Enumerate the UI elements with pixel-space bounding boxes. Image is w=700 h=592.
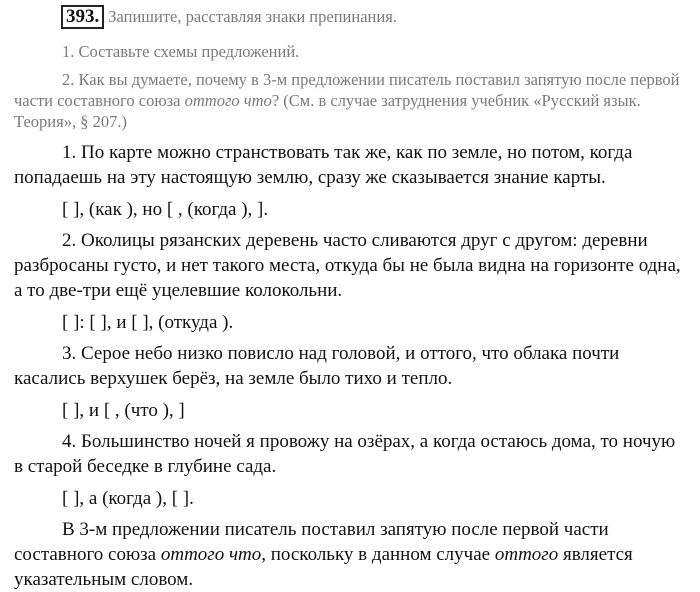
scheme-3: [ ], и [ , (что ), ] (62, 400, 185, 421)
scheme-4: [ ], а (когда ), [ ]. (62, 488, 194, 509)
question-1: 1. Составьте схемы предложений. (62, 42, 300, 61)
scheme-1: [ ], (как ), но [ , (когда ), ]. (62, 199, 269, 220)
scheme-2: [ ]: [ ], и [ ], (откуда ). (62, 312, 234, 333)
answer-text-a: В 3-м предложении писатель поставил запятую после первой части составного союза (14, 519, 609, 565)
question-2-conjunction: оттого что (184, 91, 272, 110)
exercise-number: 393. (61, 5, 104, 29)
task-header (14, 5, 686, 29)
exercise-page (14, 5, 686, 592)
answer-text-c: является указательным словом. (14, 544, 633, 590)
answer-pointer-word: оттого (494, 544, 559, 565)
task-instruction: Запишите, расставляя знаки препинания. (108, 7, 397, 26)
answer-paragraph (14, 517, 686, 592)
question-2 (14, 69, 686, 132)
sentence-3: 3. Серое небо низко повисло над головой, и оттого, что облака почти касались верхушек берёз, на земле было тихо и тепло. (14, 343, 620, 389)
sentence-4: 4. Большинство ночей я провожу на озёрах, а когда остаюсь дома, то ночую в старой беседке в глубине сада. (14, 431, 676, 477)
sentence-2: 2. Околицы рязанских деревень часто сливаются друг с другом: деревни разбросаны густо, и нет такого места, откуда бы не была видна на горизонте одна, а то две-три ещё уцелевшие колокольни. (14, 230, 681, 301)
question-2-text: 2. Как вы думаете, почему в 3-м предложении писатель поставил запятую после первой части составного союза (14, 70, 680, 110)
answer-conjunction: оттого что (160, 544, 262, 565)
question-2-reference: ? (См. в случае затруднения учебник «Русский язык. Теория», § 207.) (14, 91, 641, 131)
answer-text-b: , поскольку в данном случае (261, 544, 495, 565)
sentence-1: 1. По карте можно странствовать так же, как по земле, но потом, когда попадаешь на эту настоящую землю, сразу же сказывается знание карты. (14, 142, 633, 188)
